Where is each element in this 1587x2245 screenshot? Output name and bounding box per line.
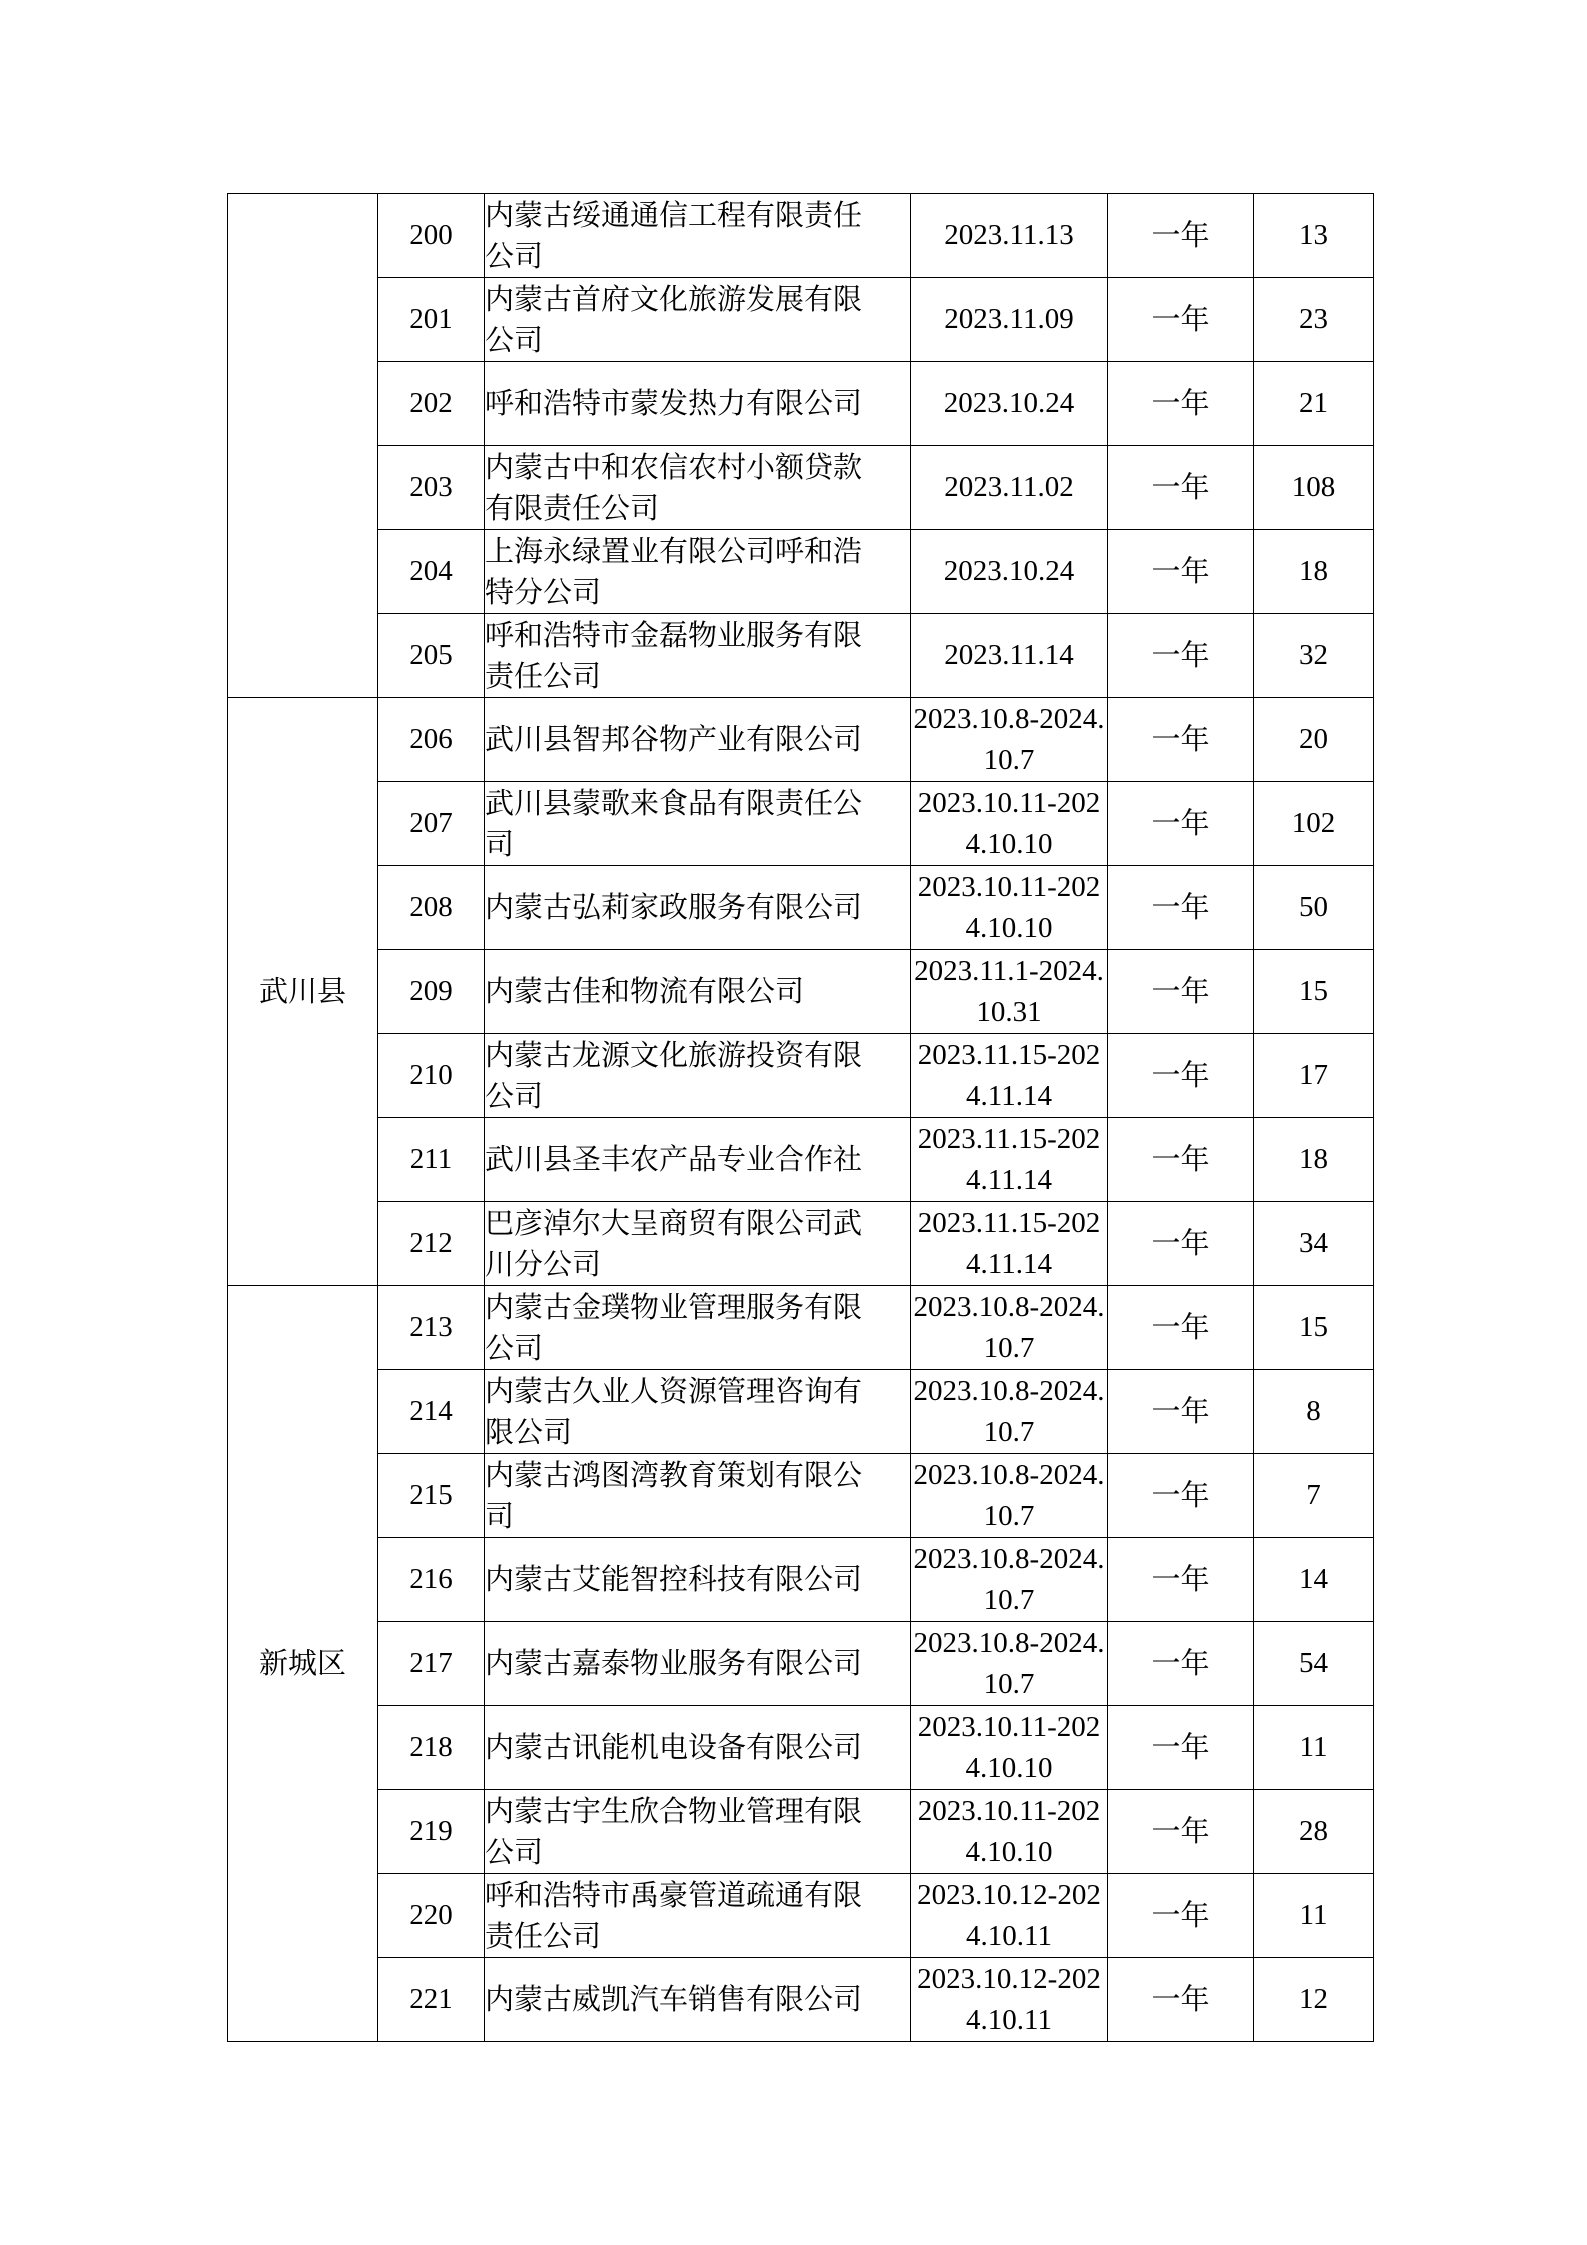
term-cell: 一年	[1108, 1118, 1254, 1202]
table-row	[228, 866, 1374, 950]
count-cell: 102	[1254, 782, 1374, 866]
company-name-text: 内蒙古龙源文化旅游投资有限公司	[485, 1037, 863, 1113]
company-name-cell	[485, 698, 911, 782]
company-name-cell	[485, 1454, 911, 1538]
term-cell: 一年	[1108, 362, 1254, 446]
company-name-cell	[485, 950, 911, 1034]
company-name-cell	[485, 866, 911, 950]
company-name-text: 巴彦淖尔大呈商贸有限公司武川分公司	[485, 1205, 863, 1281]
company-name-text: 内蒙古绥通通信工程有限责任公司	[485, 197, 863, 273]
table-row	[228, 1118, 1374, 1202]
company-name-text: 内蒙古讯能机电设备有限公司	[485, 1730, 863, 1764]
count-cell: 11	[1254, 1706, 1374, 1790]
row-number-cell: 219	[378, 1790, 485, 1874]
term-cell: 一年	[1108, 1202, 1254, 1286]
company-name-text: 内蒙古鸿图湾教育策划有限公司	[485, 1457, 863, 1533]
date-cell: 2023.10.11-2024.10.10	[911, 1706, 1108, 1790]
table-row	[228, 1958, 1374, 2042]
table-row	[228, 194, 1374, 278]
table-row	[228, 1286, 1374, 1370]
date-cell: 2023.11.15-2024.11.14	[911, 1118, 1108, 1202]
date-cell: 2023.11.14	[911, 614, 1108, 698]
count-cell: 18	[1254, 530, 1374, 614]
company-name-text: 呼和浩特市金磊物业服务有限责任公司	[485, 617, 863, 693]
company-name-text: 内蒙古佳和物流有限公司	[485, 974, 805, 1008]
company-name-text: 武川县圣丰农产品专业合作社	[485, 1142, 863, 1176]
count-cell: 15	[1254, 1286, 1374, 1370]
date-cell: 2023.11.15-2024.11.14	[911, 1202, 1108, 1286]
company-name-cell	[485, 1958, 911, 2042]
row-number-cell: 208	[378, 866, 485, 950]
company-name-cell	[485, 530, 911, 614]
date-cell: 2023.11.13	[911, 194, 1108, 278]
count-cell: 32	[1254, 614, 1374, 698]
company-name-cell	[485, 1622, 911, 1706]
company-name-text: 呼和浩特市蒙发热力有限公司	[485, 386, 863, 420]
district-cell: 武川县	[228, 698, 378, 1286]
term-cell: 一年	[1108, 194, 1254, 278]
row-number-cell: 217	[378, 1622, 485, 1706]
table-row	[228, 1034, 1374, 1118]
company-name-text: 上海永绿置业有限公司呼和浩特分公司	[485, 533, 863, 609]
term-cell: 一年	[1108, 278, 1254, 362]
row-number-cell: 206	[378, 698, 485, 782]
table-row	[228, 1622, 1374, 1706]
date-cell: 2023.11.15-2024.11.14	[911, 1034, 1108, 1118]
company-name-text: 内蒙古威凯汽车销售有限公司	[485, 1982, 863, 2016]
term-cell: 一年	[1108, 1538, 1254, 1622]
term-cell: 一年	[1108, 950, 1254, 1034]
row-number-cell: 204	[378, 530, 485, 614]
row-number-cell: 210	[378, 1034, 485, 1118]
count-cell: 13	[1254, 194, 1374, 278]
table-row	[228, 278, 1374, 362]
table-row	[228, 698, 1374, 782]
term-cell: 一年	[1108, 782, 1254, 866]
table-row	[228, 1790, 1374, 1874]
term-cell: 一年	[1108, 866, 1254, 950]
row-number-cell: 203	[378, 446, 485, 530]
company-name-text: 武川县智邦谷物产业有限公司	[485, 722, 863, 756]
company-name-text: 内蒙古艾能智控科技有限公司	[485, 1562, 863, 1596]
term-cell: 一年	[1108, 1958, 1254, 2042]
company-name-text: 武川县蒙歌来食品有限责任公司	[485, 785, 863, 861]
table-row	[228, 1706, 1374, 1790]
table-row	[228, 362, 1374, 446]
row-number-cell: 216	[378, 1538, 485, 1622]
term-cell: 一年	[1108, 1706, 1254, 1790]
company-name-cell	[485, 278, 911, 362]
count-cell: 20	[1254, 698, 1374, 782]
row-number-cell: 212	[378, 1202, 485, 1286]
company-name-cell	[485, 1706, 911, 1790]
term-cell: 一年	[1108, 1622, 1254, 1706]
company-name-text: 内蒙古宇生欣合物业管理有限公司	[485, 1793, 863, 1869]
count-cell: 54	[1254, 1622, 1374, 1706]
date-cell: 2023.10.8-2024.10.7	[911, 1538, 1108, 1622]
row-number-cell: 202	[378, 362, 485, 446]
table-body	[228, 194, 1374, 2042]
company-name-cell	[485, 1538, 911, 1622]
count-cell: 21	[1254, 362, 1374, 446]
company-name-text: 呼和浩特市禹豪管道疏通有限责任公司	[485, 1877, 863, 1953]
company-name-cell	[485, 446, 911, 530]
term-cell: 一年	[1108, 1034, 1254, 1118]
district-cell	[228, 194, 378, 698]
company-name-cell	[485, 1790, 911, 1874]
company-name-cell	[485, 1370, 911, 1454]
term-cell: 一年	[1108, 446, 1254, 530]
table-row	[228, 1202, 1374, 1286]
date-cell: 2023.10.11-2024.10.10	[911, 1790, 1108, 1874]
table-row	[228, 614, 1374, 698]
row-number-cell: 211	[378, 1118, 485, 1202]
count-cell: 17	[1254, 1034, 1374, 1118]
company-name-cell	[485, 1202, 911, 1286]
company-name-cell	[485, 1874, 911, 1958]
count-cell: 15	[1254, 950, 1374, 1034]
table-row	[228, 1538, 1374, 1622]
table-row	[228, 950, 1374, 1034]
count-cell: 23	[1254, 278, 1374, 362]
term-cell: 一年	[1108, 1454, 1254, 1538]
company-name-cell	[485, 194, 911, 278]
date-cell: 2023.11.02	[911, 446, 1108, 530]
date-cell: 2023.10.8-2024.10.7	[911, 698, 1108, 782]
district-cell: 新城区	[228, 1286, 378, 2042]
company-name-text: 内蒙古中和农信农村小额贷款有限责任公司	[485, 449, 863, 525]
count-cell: 11	[1254, 1874, 1374, 1958]
term-cell: 一年	[1108, 1790, 1254, 1874]
row-number-cell: 221	[378, 1958, 485, 2042]
date-cell: 2023.10.12-2024.10.11	[911, 1874, 1108, 1958]
company-name-cell	[485, 1118, 911, 1202]
count-cell: 18	[1254, 1118, 1374, 1202]
date-cell: 2023.11.1-2024.10.31	[911, 950, 1108, 1034]
term-cell: 一年	[1108, 1286, 1254, 1370]
company-name-cell	[485, 782, 911, 866]
company-name-text: 内蒙古久业人资源管理咨询有限公司	[485, 1373, 863, 1449]
date-cell: 2023.10.8-2024.10.7	[911, 1622, 1108, 1706]
row-number-cell: 209	[378, 950, 485, 1034]
company-name-text: 内蒙古首府文化旅游发展有限公司	[485, 281, 863, 357]
count-cell: 7	[1254, 1454, 1374, 1538]
table-row	[228, 1874, 1374, 1958]
count-cell: 8	[1254, 1370, 1374, 1454]
count-cell: 14	[1254, 1538, 1374, 1622]
company-name-text: 内蒙古弘莉家政服务有限公司	[485, 890, 863, 924]
row-number-cell: 207	[378, 782, 485, 866]
date-cell: 2023.10.11-2024.10.10	[911, 782, 1108, 866]
row-number-cell: 220	[378, 1874, 485, 1958]
company-name-cell	[485, 362, 911, 446]
term-cell: 一年	[1108, 530, 1254, 614]
row-number-cell: 205	[378, 614, 485, 698]
date-cell: 2023.10.8-2024.10.7	[911, 1454, 1108, 1538]
row-number-cell: 215	[378, 1454, 485, 1538]
company-name-cell	[485, 614, 911, 698]
count-cell: 50	[1254, 866, 1374, 950]
company-name-text: 内蒙古金璞物业管理服务有限公司	[485, 1289, 863, 1365]
date-cell: 2023.10.8-2024.10.7	[911, 1286, 1108, 1370]
company-name-cell	[485, 1286, 911, 1370]
term-cell: 一年	[1108, 614, 1254, 698]
count-cell: 28	[1254, 1790, 1374, 1874]
term-cell: 一年	[1108, 1370, 1254, 1454]
row-number-cell: 218	[378, 1706, 485, 1790]
term-cell: 一年	[1108, 698, 1254, 782]
date-cell: 2023.10.11-2024.10.10	[911, 866, 1108, 950]
table-row	[228, 1370, 1374, 1454]
row-number-cell: 213	[378, 1286, 485, 1370]
company-name-cell	[485, 1034, 911, 1118]
term-cell: 一年	[1108, 1874, 1254, 1958]
date-cell: 2023.10.24	[911, 530, 1108, 614]
company-name-text: 内蒙古嘉泰物业服务有限公司	[485, 1646, 863, 1680]
count-cell: 12	[1254, 1958, 1374, 2042]
date-cell: 2023.10.12-2024.10.11	[911, 1958, 1108, 2042]
row-number-cell: 200	[378, 194, 485, 278]
date-cell: 2023.10.8-2024.10.7	[911, 1370, 1108, 1454]
table-row	[228, 782, 1374, 866]
row-number-cell: 214	[378, 1370, 485, 1454]
date-cell: 2023.10.24	[911, 362, 1108, 446]
table-row	[228, 446, 1374, 530]
table-row	[228, 1454, 1374, 1538]
row-number-cell: 201	[378, 278, 485, 362]
enterprise-table	[227, 193, 1374, 2042]
table-row	[228, 530, 1374, 614]
count-cell: 108	[1254, 446, 1374, 530]
date-cell: 2023.11.09	[911, 278, 1108, 362]
count-cell: 34	[1254, 1202, 1374, 1286]
